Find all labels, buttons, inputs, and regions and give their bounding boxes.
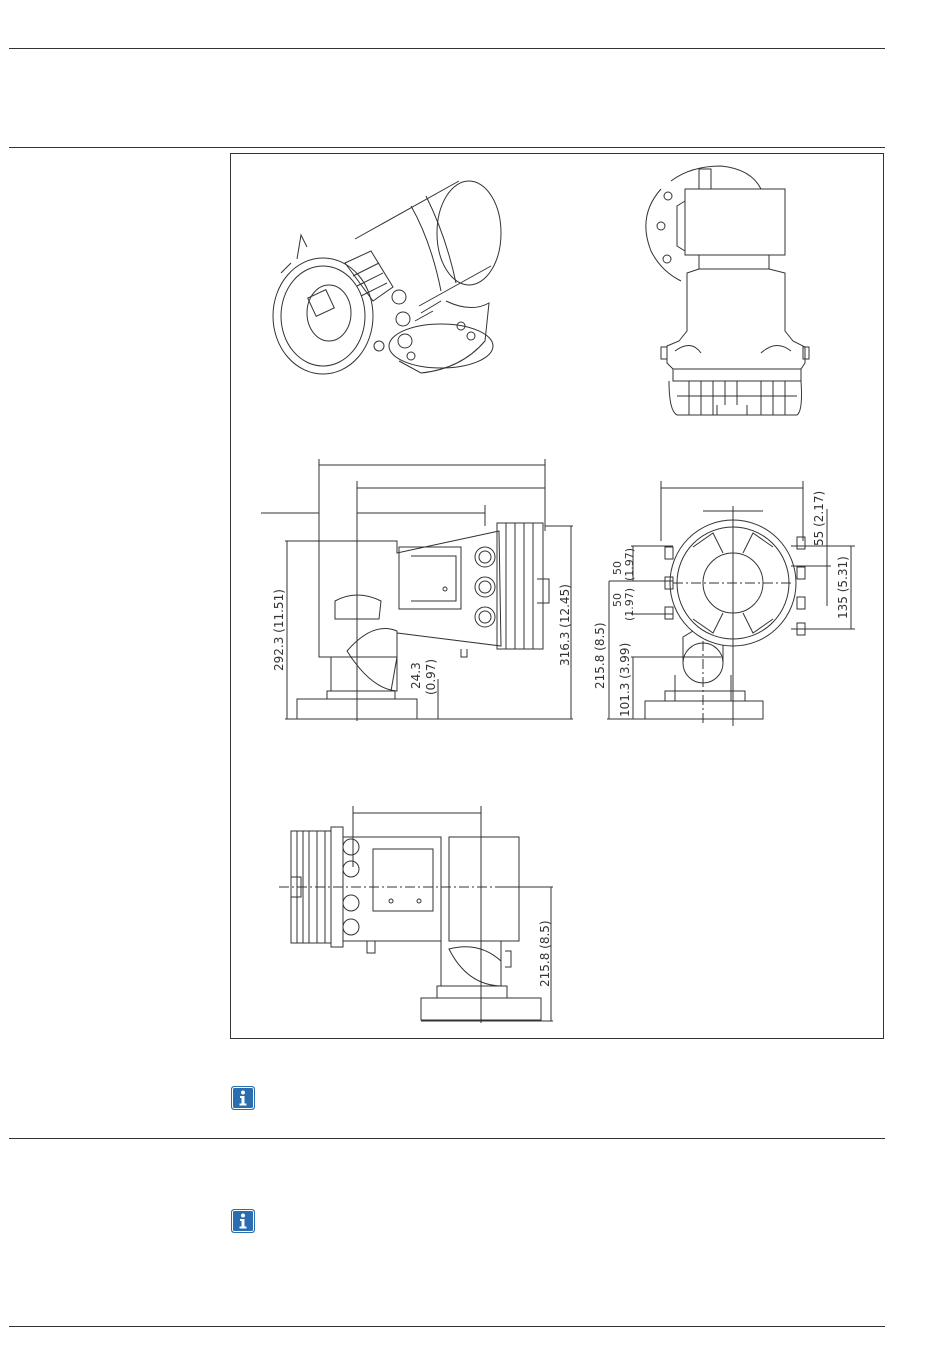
dim-2158-a: 215.8 (8.5) xyxy=(593,622,607,689)
rear-view xyxy=(646,166,809,415)
dim-1013: 101.3 (3.99) xyxy=(618,642,632,717)
dim-24-in: (0.97) xyxy=(424,658,438,695)
dim-316: 316.3 (12.45) xyxy=(558,584,572,666)
dim-50b-in: (1.97) xyxy=(623,587,636,621)
section-rule xyxy=(9,1138,885,1139)
dim-24: 24.3 xyxy=(409,662,423,689)
dim-292: 292.3 (11.51) xyxy=(272,589,286,671)
info-icon xyxy=(231,1209,255,1233)
dim-135: 135 (5.31) xyxy=(836,556,850,619)
dim-50a-in: (1.97) xyxy=(623,547,636,581)
header-rule-top xyxy=(9,48,885,49)
header-rule-bottom xyxy=(9,147,885,148)
dimension-labels xyxy=(272,491,850,987)
dim-2158-b: 215.8 (8.5) xyxy=(538,920,552,987)
info-icon xyxy=(231,1086,255,1110)
dim-50a: 50 xyxy=(611,561,624,575)
bottom-side-view xyxy=(279,806,553,1023)
perspective-view xyxy=(273,181,501,374)
dimension-drawing xyxy=(230,153,884,1039)
dim-55: 55 (2.17) xyxy=(812,490,826,546)
footer-rule xyxy=(9,1326,885,1327)
dim-50b: 50 xyxy=(611,593,624,607)
